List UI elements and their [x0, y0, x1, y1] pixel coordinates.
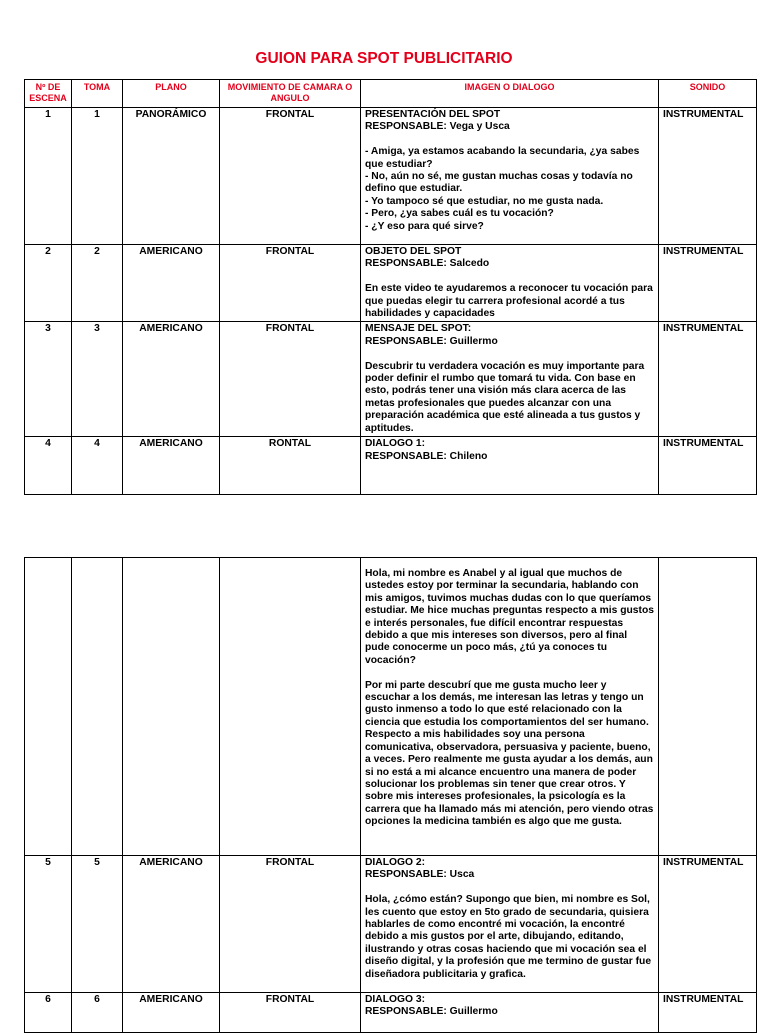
- header-plano: PLANO: [123, 80, 220, 108]
- cell-escena-empty: [25, 558, 72, 856]
- cell-escena: 3: [25, 322, 72, 437]
- cell-dialogo: DIALOGO 2: RESPONSABLE: Usca Hola, ¿cómo están? Supongo que bien, mi nombre es Sol, les cuento que estoy en 5to grado de secundaria, quisiera hablarles de como encontré mi vocación, la encontré debido a mis gustos por el arte, dibujando, editando, ilustrando y otras cosas haciendo que mi vocación sea el diseño digital, y la profesión que me termino de gustar fue diseñadora publicitaria y grafica.: [361, 856, 659, 993]
- header-toma: TOMA: [72, 80, 123, 108]
- cell-toma: 1: [72, 108, 123, 245]
- cell-sonido: INSTRUMENTAL: [659, 993, 757, 1033]
- cell-sonido-empty: [659, 558, 757, 856]
- table-row: [25, 245, 757, 322]
- cell-movimiento: FRONTAL: [220, 322, 361, 437]
- script-table-page-2: [24, 557, 757, 1033]
- cell-toma: 2: [72, 245, 123, 322]
- cell-sonido: INSTRUMENTAL: [659, 322, 757, 437]
- cell-dialogo: OBJETO DEL SPOT RESPONSABLE: Salcedo En este video te ayudaremos a reconocer tu vocación para que puedas elegir tu carrera profesional acordé a tus habilidades y capacidades: [361, 245, 659, 322]
- cell-plano: AMERICANO: [123, 993, 220, 1033]
- cell-movimiento: FRONTAL: [220, 856, 361, 993]
- cell-plano: PANORÁMICO: [123, 108, 220, 245]
- cell-escena: 2: [25, 245, 72, 322]
- cell-movimiento: FRONTAL: [220, 245, 361, 322]
- cell-movimiento-empty: [220, 558, 361, 856]
- cell-toma-empty: [72, 558, 123, 856]
- cell-escena: 4: [25, 437, 72, 495]
- script-table-page-1: [24, 79, 757, 495]
- cell-escena: 6: [25, 993, 72, 1033]
- table-header-row: [25, 80, 757, 108]
- cell-plano: AMERICANO: [123, 245, 220, 322]
- table-row: [25, 322, 757, 437]
- cell-dialogo: MENSAJE DEL SPOT: RESPONSABLE: Guillermo Descubrir tu verdadera vocación es muy importante para poder definir el rumbo que tomará tu vida. Con base en esto, podrás tener una visión más clara acerca de las metas profesionales que puedes alcanzar con una preparación académica que esté alineada a tus gustos y aptitudes.: [361, 322, 659, 437]
- cell-toma: 6: [72, 993, 123, 1033]
- header-imagen-dialogo: IMAGEN O DIALOGO: [361, 80, 659, 108]
- cell-sonido: INSTRUMENTAL: [659, 108, 757, 245]
- cell-movimiento: FRONTAL: [220, 993, 361, 1033]
- cell-plano: AMERICANO: [123, 322, 220, 437]
- cell-plano: AMERICANO: [123, 856, 220, 993]
- cell-sonido: INSTRUMENTAL: [659, 856, 757, 993]
- cell-sonido: INSTRUMENTAL: [659, 245, 757, 322]
- table-row: [25, 108, 757, 245]
- cell-sonido: INSTRUMENTAL: [659, 437, 757, 495]
- cell-plano: AMERICANO: [123, 437, 220, 495]
- cell-toma: 3: [72, 322, 123, 437]
- cell-escena: 5: [25, 856, 72, 993]
- document-title: GUION PARA SPOT PUBLICITARIO: [255, 50, 513, 67]
- cell-dialogo: DIALOGO 1: RESPONSABLE: Chileno: [361, 437, 659, 495]
- cell-toma: 5: [72, 856, 123, 993]
- table-row: [25, 856, 757, 993]
- table-row: [25, 437, 757, 495]
- cell-dialogo-continued: Hola, mi nombre es Anabel y al igual que muchos de ustedes estoy por terminar la secundaria, hablando con mis amigos, tuvimos muchas dudas con lo que queríamos estudiar. Me hice muchas preguntas respecto a mis gustos e interés personales, fue difícil encontrar respuestas debido a que mis intereses son diversos, pero al final pude conocerme un poco más, ¿tú ya conoces tu vocación? Por mi parte descubrí que me gusta mucho leer y escuchar a los demás, me interesan las letras y tengo un gusto inmenso a todo lo que esté relacionado con la ciencia que estudia los comportamientos del ser humano. Respecto a mis habilidades soy una persona comunicativa, observadora, persuasiva y paciente, bueno, a veces. Pero realmente me gusta ayudar a los demás, aun si no está a mi alcance encuentro una manera de poder solucionar los problemas sin tener que crear otros. Y sobre mis intereses profesionales, la psicología es la carrera que ha llamado más mi atención, pero viendo otras opciones la medicina también es algo que me gusta.: [361, 558, 659, 856]
- table-row: [25, 993, 757, 1033]
- cell-plano-empty: [123, 558, 220, 856]
- cell-escena: 1: [25, 108, 72, 245]
- header-sonido: SONIDO: [659, 80, 757, 108]
- cell-movimiento: FRONTAL: [220, 108, 361, 245]
- cell-movimiento: RONTAL: [220, 437, 361, 495]
- cell-toma: 4: [72, 437, 123, 495]
- cell-dialogo: PRESENTACIÓN DEL SPOT RESPONSABLE: Vega y Usca - Amiga, ya estamos acabando la secundaria, ¿ya sabes que estudiar? - No, aún no sé, me gustan muchas cosas y todavía no defino que estudiar. - Yo tampoco sé que estudiar, no me gusta nada. - Pero, ¿ya sabes cuál es tu vocación? - ¿Y eso para qué sirve?: [361, 108, 659, 245]
- header-movimiento: MOVIMIENTO DE CAMARA O ANGULO: [220, 80, 361, 108]
- table-row-continued: [25, 558, 757, 856]
- header-escena: Nº DE ESCENA: [25, 80, 72, 108]
- cell-dialogo: DIALOGO 3: RESPONSABLE: Guillermo: [361, 993, 659, 1033]
